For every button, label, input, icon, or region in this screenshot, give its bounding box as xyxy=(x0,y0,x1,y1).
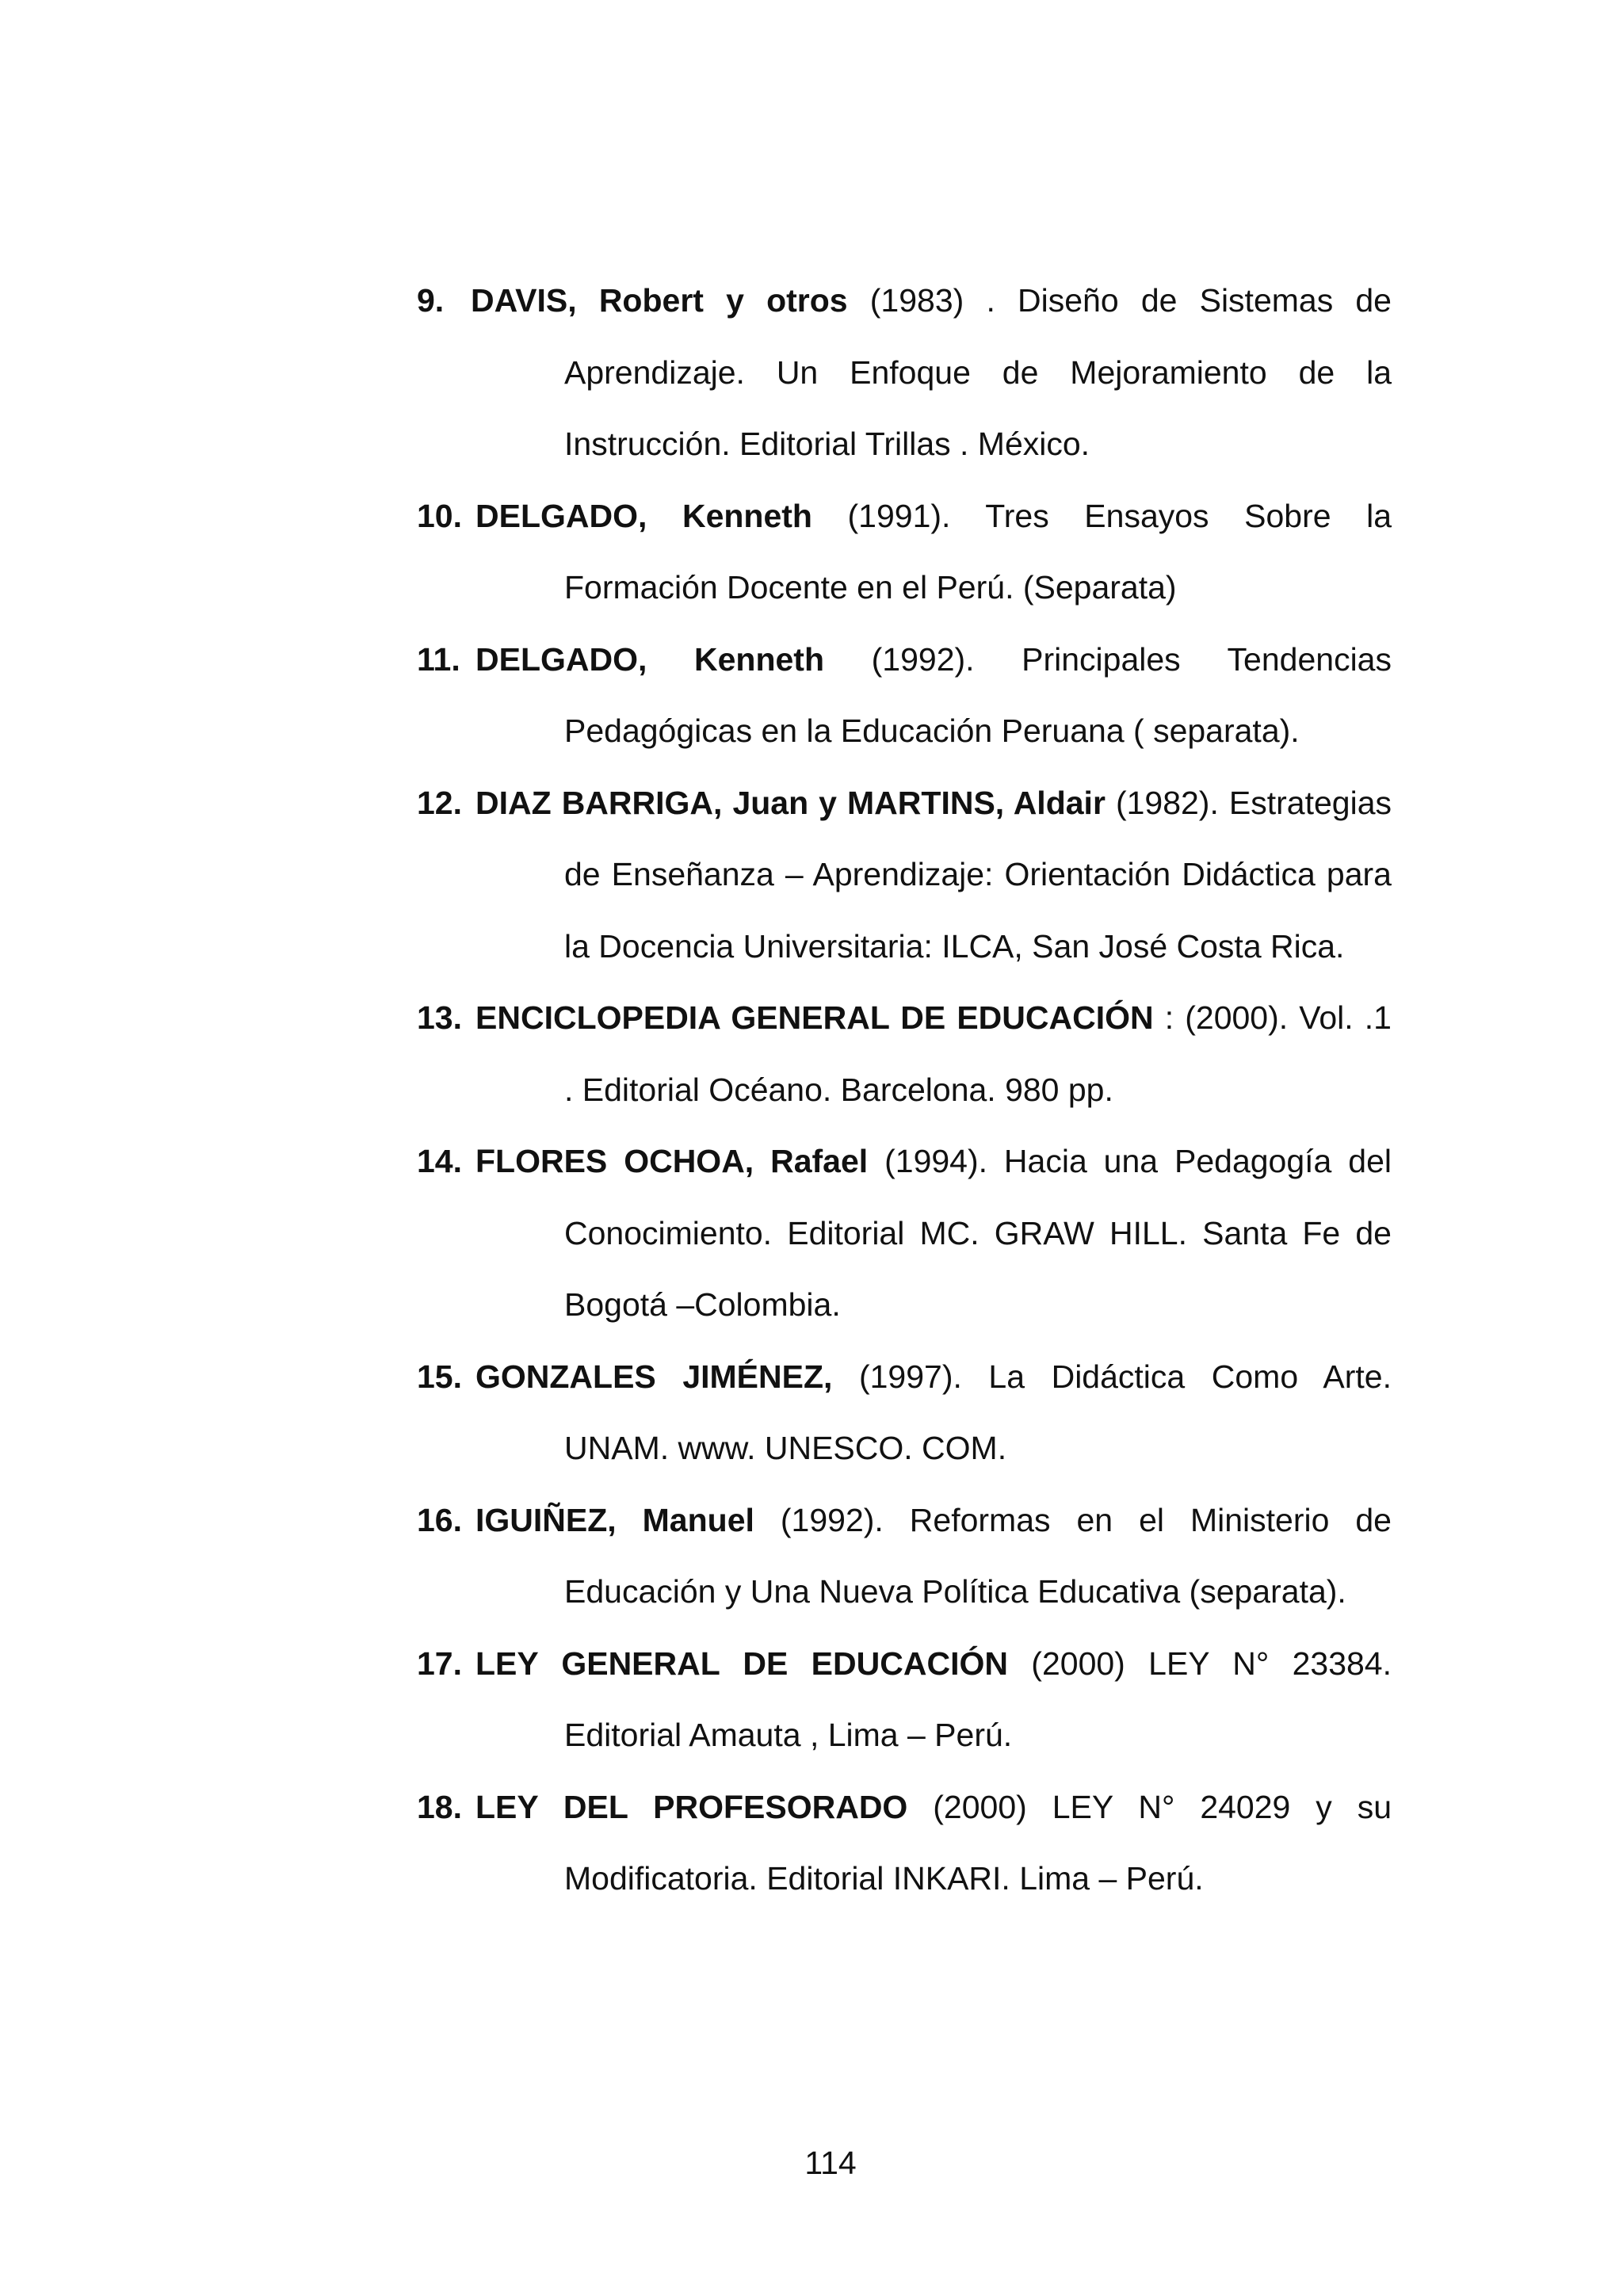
reference-entry xyxy=(417,1484,1392,1628)
reference-continuation: Educación y Una Nueva Política Educativa (separata). xyxy=(564,1573,1346,1610)
reference-entry xyxy=(417,1771,1392,1915)
reference-number: 15. xyxy=(417,1358,462,1395)
reference-continuation: Pedagógicas en la Educación Peruana ( separata). xyxy=(564,712,1300,749)
reference-number: 9. xyxy=(417,282,445,319)
reference-continuation: de Enseñanza – Aprendizaje: Orientación Didáctica para la Docencia Universitaria: ILCA, San José Costa Rica. xyxy=(564,856,1392,965)
reference-first-line-text: (1992). Principales Tendencias xyxy=(824,640,1392,678)
reference-author: LEY GENERAL DE EDUCACIÓN xyxy=(475,1645,1008,1682)
reference-author: ENCICLOPEDIA GENERAL DE EDUCACIÓN xyxy=(475,999,1154,1036)
reference-author: DAVIS, Robert y otros xyxy=(471,282,848,319)
reference-number: 11. xyxy=(417,640,460,678)
reference-first-line-text: (1994). Hacia una Pedagogía del xyxy=(868,1143,1392,1179)
reference-author: LEY DEL PROFESORADO xyxy=(475,1788,908,1825)
page-number: 114 xyxy=(804,2145,857,2181)
reference-first-line-text: (1991). Tres Ensayos Sobre la xyxy=(812,497,1392,534)
reference-first-line-text: : (2000). Vol. .1 xyxy=(1153,999,1392,1036)
reference-entry xyxy=(417,1628,1392,1771)
reference-number: 13. xyxy=(417,999,462,1036)
reference-first-line xyxy=(475,1484,1392,1557)
reference-author: DIAZ BARRIGA, Juan y MARTINS, Aldair xyxy=(475,784,1106,821)
reference-first-line-text: (1997). La Didáctica Como Arte. xyxy=(832,1358,1392,1395)
reference-first-line-text: (1982). Estrategias xyxy=(1105,784,1392,821)
reference-author: DELGADO, Kenneth xyxy=(475,640,825,678)
reference-entry xyxy=(417,982,1392,1125)
reference-author: IGUIÑEZ, Manuel xyxy=(475,1501,754,1538)
reference-first-line-text: (1983) . Diseño de Sistemas de xyxy=(847,282,1392,319)
reference-first-line xyxy=(475,1628,1392,1700)
reference-entry xyxy=(417,767,1392,983)
reference-first-line xyxy=(475,480,1392,552)
reference-first-line-text: (2000) LEY N° 24029 y su xyxy=(907,1788,1392,1825)
reference-number: 10. xyxy=(417,497,462,534)
reference-first-line xyxy=(475,624,1392,696)
reference-author: FLORES OCHOA, Rafael xyxy=(475,1143,869,1179)
reference-number: 12. xyxy=(417,784,462,821)
reference-entry xyxy=(417,624,1392,767)
reference-first-line-text: (1992). Reformas en el Ministerio de xyxy=(754,1501,1392,1538)
reference-first-line xyxy=(471,265,1392,337)
reference-entry xyxy=(417,265,1392,480)
reference-author: DELGADO, Kenneth xyxy=(475,497,812,534)
reference-continuation: . Editorial Océano. Barcelona. 980 pp. xyxy=(564,1071,1113,1108)
reference-author: GONZALES JIMÉNEZ, xyxy=(475,1358,833,1395)
reference-continuation: Modificatoria. Editorial INKARI. Lima – Perú. xyxy=(564,1860,1204,1897)
reference-first-line xyxy=(475,767,1392,839)
reference-continuation: UNAM. www. UNESCO. COM. xyxy=(564,1430,1007,1466)
reference-entry xyxy=(417,1341,1392,1484)
reference-first-line xyxy=(475,982,1392,1054)
reference-continuation: Conocimiento. Editorial MC. GRAW HILL. Santa Fe de Bogotá –Colombia. xyxy=(564,1214,1392,1323)
reference-entry xyxy=(417,1125,1392,1341)
reference-continuation: Formación Docente en el Perú. (Separata) xyxy=(564,569,1177,606)
reference-first-line-text: (2000) LEY N° 23384. xyxy=(1007,1645,1392,1682)
reference-number: 16. xyxy=(417,1501,462,1538)
reference-first-line xyxy=(475,1341,1392,1413)
reference-continuation: Editorial Amauta , Lima – Perú. xyxy=(564,1717,1013,1753)
reference-entry xyxy=(417,480,1392,624)
reference-continuation: Aprendizaje. Un Enfoque de Mejoramiento de la Instrucción. Editorial Trillas . México. xyxy=(564,353,1392,462)
reference-number: 17. xyxy=(417,1645,462,1682)
reference-first-line xyxy=(475,1771,1392,1843)
reference-number: 18. xyxy=(417,1788,462,1825)
reference-first-line xyxy=(475,1125,1392,1198)
reference-number: 14. xyxy=(417,1143,462,1179)
bibliography-list xyxy=(417,265,1392,1915)
